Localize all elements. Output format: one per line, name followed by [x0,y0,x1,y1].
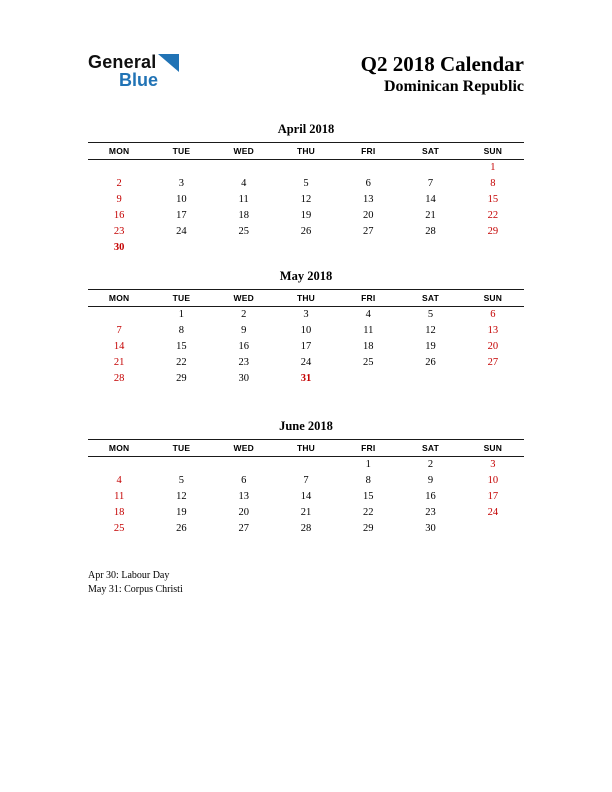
date-cell: 12 [176,491,187,502]
date-cell: 25 [113,523,125,534]
date-cell: 16 [425,491,436,502]
week-row [88,473,524,489]
date-cell: 29 [487,226,499,237]
day-header-wed: WED [213,290,275,307]
logo-text-blue: Blue [119,70,159,90]
date-cell: 20 [363,210,374,221]
date-cell: 19 [300,210,312,221]
date-cell: 14 [300,491,312,502]
date-cell: 6 [241,475,247,486]
empty-cell [88,160,150,177]
date-cell: 5 [427,309,434,320]
week-row [88,240,524,256]
date-cell: 26 [176,523,187,534]
month-grid [88,142,524,256]
date-cell: 25 [238,226,249,237]
date-cell: 15 [176,341,187,352]
day-header-mon: MON [88,440,150,457]
empty-cell [462,521,524,537]
week-row [88,489,524,505]
date-cell: 15 [487,194,499,205]
date-cell: 18 [113,507,125,518]
footnote: May 31: Corpus Christi [88,584,183,595]
date-cell: 18 [238,210,249,221]
date-cell: 9 [241,325,247,336]
date-cell: 7 [116,325,122,336]
day-header-tue: TUE [150,440,212,457]
date-cell: 19 [176,507,187,518]
date-cell: 17 [300,341,312,352]
date-cell: 29 [176,373,187,384]
date-cell: 24 [176,226,187,237]
document-titles [361,52,524,97]
date-cell: 17 [176,210,187,221]
day-header-fri: FRI [337,440,399,457]
week-row [88,371,524,387]
day-header-fri: FRI [337,143,399,160]
day-header-mon: MON [88,143,150,160]
month-title: May 2018 [279,269,333,283]
date-cell: 26 [300,226,312,237]
date-cell: 14 [113,341,125,352]
week-row [88,355,524,371]
date-cell: 25 [363,357,374,368]
day-header-tue: TUE [150,290,212,307]
footnote: Apr 30: Labour Day [88,570,170,581]
empty-cell [462,240,524,256]
date-cell: 16 [238,341,249,352]
date-cell: 21 [425,210,436,221]
date-cell: 11 [114,491,125,502]
day-header-sun: SUN [462,440,524,457]
date-cell: 2 [116,178,122,189]
date-cell: 31 [300,373,312,384]
date-cell: 10 [487,475,499,486]
empty-cell [88,457,150,474]
empty-cell [275,457,337,474]
day-header-thu: THU [275,440,337,457]
month-june [88,419,524,537]
date-cell: 29 [363,523,374,534]
empty-cell [399,371,461,387]
date-cell: 13 [363,194,374,205]
date-cell: 22 [176,357,187,368]
date-cell: 15 [363,491,374,502]
empty-cell [213,240,275,256]
empty-cell [213,160,275,177]
date-cell: 10 [176,194,187,205]
date-cell: 9 [116,194,122,205]
date-cell: 3 [490,459,496,470]
date-cell: 22 [487,210,499,221]
date-cell: 13 [238,491,249,502]
date-cell: 7 [427,178,434,189]
date-cell: 2 [427,459,434,470]
date-cell: 5 [178,475,185,486]
day-header-wed: WED [213,143,275,160]
date-cell: 8 [365,475,371,486]
week-row [88,457,524,474]
date-cell: 6 [365,178,371,189]
empty-cell [399,160,461,177]
week-row [88,323,524,339]
date-cell: 21 [300,507,312,518]
date-cell: 4 [116,475,122,486]
date-cell: 14 [425,194,436,205]
date-cell: 13 [487,325,499,336]
empty-cell [275,240,337,256]
holiday-footnotes [88,569,183,597]
week-row [88,307,524,324]
week-row [88,224,524,240]
date-cell: 20 [238,507,249,518]
date-cell: 16 [113,210,125,221]
date-cell: 3 [303,309,309,320]
day-header-sat: SAT [399,440,461,457]
date-cell: 3 [178,178,185,189]
date-cell: 6 [490,309,496,320]
day-header-fri: FRI [337,290,399,307]
date-cell: 27 [238,523,249,534]
day-header-sun: SUN [462,290,524,307]
empty-cell [337,240,399,256]
date-cell: 23 [238,357,249,368]
date-cell: 5 [303,178,309,189]
week-row [88,176,524,192]
date-cell: 23 [425,507,436,518]
week-row [88,160,524,177]
month-grid [88,289,524,387]
date-cell: 11 [363,325,374,336]
date-cell: 30 [425,523,436,534]
day-header-row [88,290,524,307]
empty-cell [150,457,212,474]
date-cell: 17 [487,491,499,502]
day-header-sun: SUN [462,143,524,160]
empty-cell [337,160,399,177]
week-row [88,192,524,208]
day-header-thu: THU [275,290,337,307]
month-grid [88,439,524,537]
empty-cell [150,240,212,256]
empty-cell [462,371,524,387]
page-title: Q2 2018 Calendar [360,52,524,76]
date-cell: 10 [300,325,312,336]
logo-text-general: General [88,52,157,72]
date-cell: 28 [113,373,125,384]
empty-cell [399,240,461,256]
date-cell: 1 [490,162,496,173]
date-cell: 9 [427,475,434,486]
date-cell: 4 [365,309,371,320]
month-title: June 2018 [279,419,333,433]
date-cell: 11 [238,194,249,205]
week-row [88,339,524,355]
week-row [88,208,524,224]
month-title: April 2018 [277,122,335,136]
month-may [88,269,524,387]
empty-cell [213,457,275,474]
date-cell: 24 [300,357,312,368]
date-cell: 27 [363,226,374,237]
empty-cell [150,160,212,177]
date-cell: 20 [487,341,499,352]
date-cell: 30 [113,242,125,253]
day-header-wed: WED [213,440,275,457]
date-cell: 21 [113,357,125,368]
week-row [88,505,524,521]
day-header-sat: SAT [399,290,461,307]
date-cell: 18 [363,341,374,352]
date-cell: 8 [178,325,185,336]
date-cell: 7 [303,475,309,486]
date-cell: 4 [241,178,247,189]
date-cell: 2 [241,309,247,320]
date-cell: 19 [425,341,436,352]
day-header-row [88,440,524,457]
date-cell: 23 [113,226,125,237]
date-cell: 28 [425,226,436,237]
general-blue-logo [88,52,179,90]
day-header-sat: SAT [399,143,461,160]
date-cell: 1 [178,309,185,320]
date-cell: 22 [363,507,374,518]
logo-triangle-icon [158,54,179,72]
day-header-mon: MON [88,290,150,307]
date-cell: 26 [425,357,436,368]
day-header-row [88,143,524,160]
date-cell: 1 [365,459,371,470]
date-cell: 8 [490,178,496,189]
empty-cell [337,371,399,387]
week-row [88,521,524,537]
date-cell: 12 [425,325,436,336]
date-cell: 28 [300,523,312,534]
date-cell: 27 [487,357,499,368]
date-cell: 12 [300,194,312,205]
empty-cell [275,160,337,177]
month-april [88,122,524,256]
date-cell: 24 [487,507,499,518]
day-header-tue: TUE [150,143,212,160]
logo-row [88,52,179,72]
day-header-thu: THU [275,143,337,160]
empty-cell [88,307,150,324]
date-cell: 30 [238,373,249,384]
page-subtitle: Dominican Republic [383,78,524,95]
